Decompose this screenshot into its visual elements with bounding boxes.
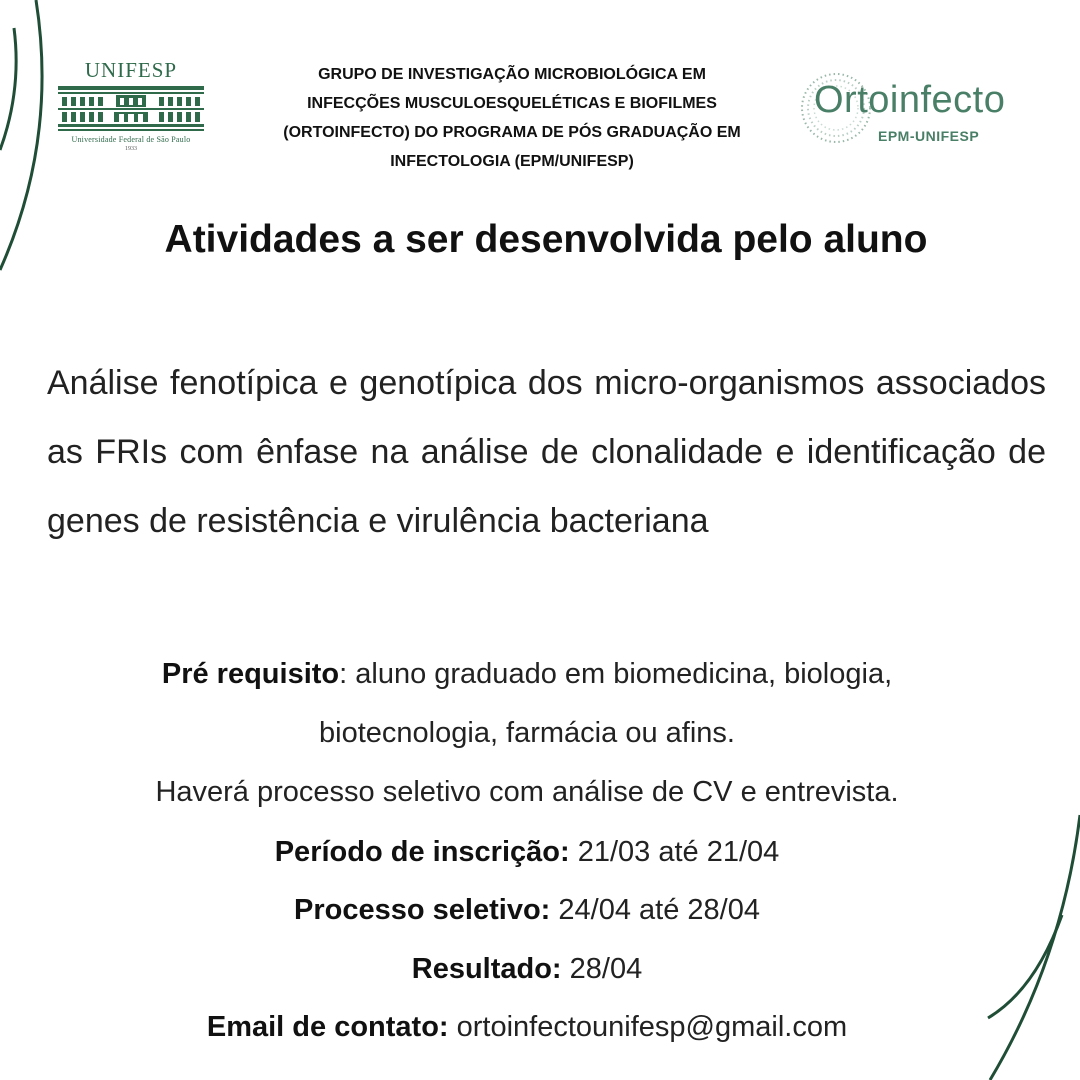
selection-note xyxy=(0,773,1054,811)
header-line-1: GRUPO DE INVESTIGAÇÃO MICROBIOLÓGICA EM xyxy=(318,66,706,83)
activity-description: Análise fenotípica e genotípica dos micro-organismos associados as FRIs com ênfase na análise de clonalidade e identificação de genes de resistência e virulência bacteriana xyxy=(47,364,1046,540)
requirements-line-2 xyxy=(0,714,1054,752)
unifesp-logo-caption: Universidade Federal de São Paulo xyxy=(71,135,191,144)
ortoinfecto-logo-subtitle: EPM-UNIFESP xyxy=(878,128,980,144)
ortoinfecto-logo xyxy=(796,64,1026,154)
result-label: Resultado: xyxy=(411,953,562,985)
registration-label: Período de inscrição: xyxy=(274,836,570,868)
selection-process xyxy=(0,891,1054,929)
group-header xyxy=(212,60,812,176)
selection-label: Processo seletivo: xyxy=(294,894,551,926)
result-value: 28/04 xyxy=(561,953,643,985)
requirements-label: Pré requisito xyxy=(161,658,340,690)
unifesp-logo-year: 1933 xyxy=(125,146,137,152)
selection-value: 24/04 até 28/04 xyxy=(550,894,760,926)
contact-email xyxy=(0,1008,1054,1046)
header-line-2: INFECÇÕES MUSCULOESQUELÉTICAS E BIOFILMES xyxy=(307,95,717,112)
top-left-curve-inner xyxy=(0,28,16,150)
unifesp-logo-word: UNIFESP xyxy=(84,58,178,82)
registration-period xyxy=(0,833,1054,871)
requirements-line-1 xyxy=(0,655,1054,693)
requirements-text-1: : aluno graduado em biomedicina, biologia, xyxy=(339,658,893,690)
unifesp-logo xyxy=(52,58,210,163)
contact-label: Email de contato: xyxy=(206,1011,449,1043)
header-line-4: INFECTOLOGIA (EPM/UNIFESP) xyxy=(390,153,634,170)
requirements-text-2: biotecnologia, farmácia ou afins. xyxy=(319,717,735,749)
header-line-3: (ORTOINFECTO) DO PROGRAMA DE PÓS GRADUAÇÃO EM xyxy=(283,124,741,141)
contact-value[interactable]: ortoinfectounifesp@gmail.com xyxy=(448,1011,848,1043)
result-date xyxy=(0,950,1054,988)
page-title: Atividades a ser desenvolvida pelo aluno xyxy=(164,218,928,261)
registration-value: 21/03 até 21/04 xyxy=(569,836,780,868)
university-building-icon xyxy=(56,84,206,134)
ortoinfecto-logo-word: Ortoinfecto xyxy=(814,79,1006,121)
selection-note-text: Haverá processo seletivo com análise de CV e entrevista. xyxy=(155,776,899,808)
